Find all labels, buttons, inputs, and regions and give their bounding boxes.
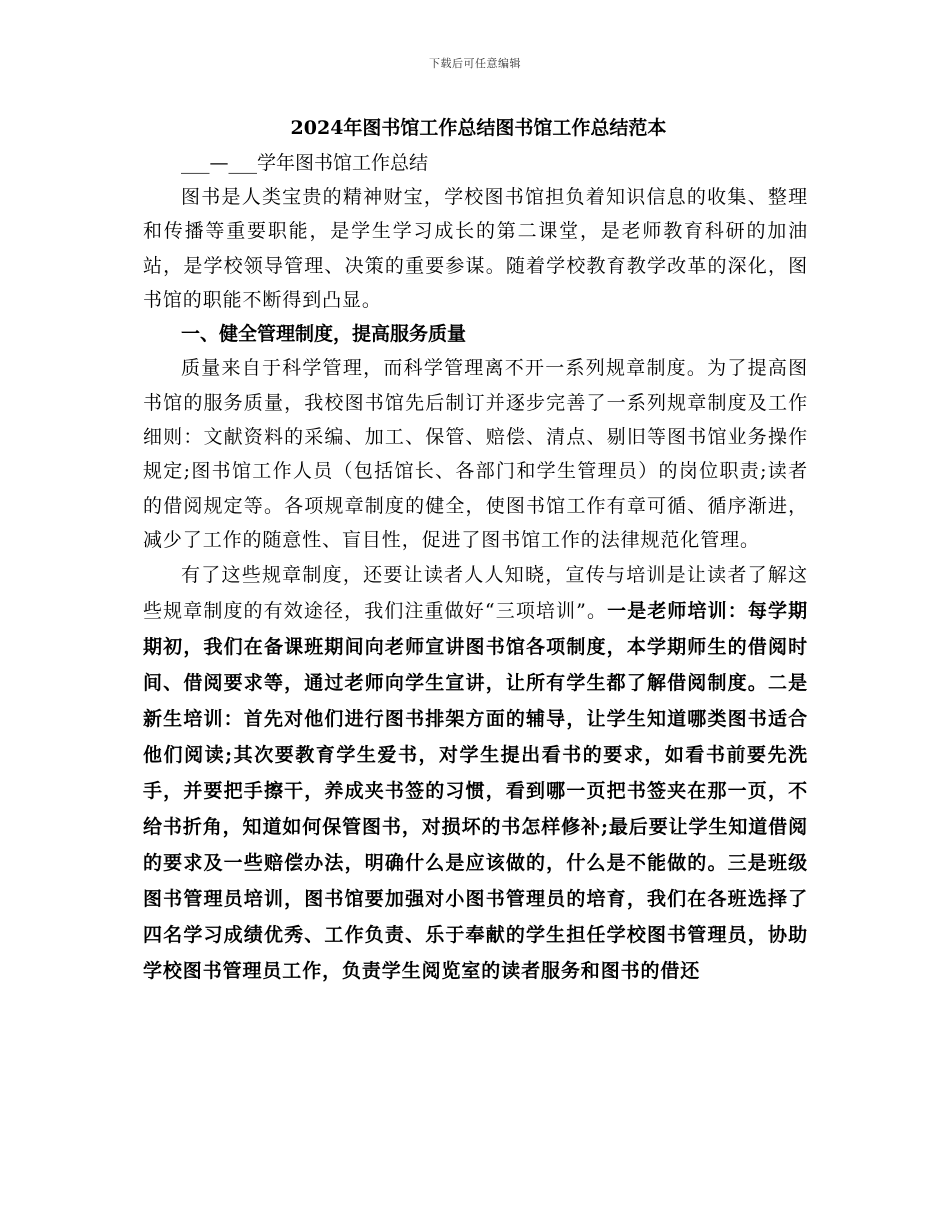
rules-paragraph: 质量来自于科学管理，而科学管理离不开一系列规章制度。为了提高图书馆的服务质量，我校图书馆先后制订并逐步完善了一系列规章制度及工作细则：文献资料的采编、加工、保管、赔偿、清点、剔旧等图书馆业务操作规定;图书馆工作人员（包括馆长、各部门和学生管理员）的岗位职责;读者的借阅规定等。各项规章制度的健全，使图书馆工作有章可循、循序渐进，减少了工作的随意性、盲目性，促进了图书馆工作的法律规范化管理。 (143, 357, 808, 551)
intro-paragraph: 图书是人类宝贵的精神财宝，学校图书馆担负着知识信息的收集、整理和传播等重要职能，是学生学习成长的第二课堂，是老师教育科研的加油站，是学校领导管理、决策的重要参谋。随着学校教育教学改革的深化，图书馆的职能不断得到凸显。 (143, 186, 808, 311)
document-body (143, 110, 808, 989)
training-paragraph-bold-text: 一是老师培训：每学期期初，我们在备课班期间向老师宣讲图书馆各项制度，本学期师生的借阅时间、借阅要求等，通过老师向学生宣讲，让所有学生都了解借阅制度。二是新生培训：首先对他们进行图书排架方面的辅导，让学生知道哪类图书适合他们阅读;其次要教育学生爱书，对学生提出看书的要求，如看书前要先洗手，并要把手擦干，养成夹书签的习惯，看到哪一页把书签夹在那一页，不给书折角，知道如何保管图书，对损坏的书怎样修补;最后要让学生知道借阅的要求及一些赔偿办法，明确什么是应该做的，什么是不能做的。三是班级图书管理员培训，图书馆要加强对小图书管理员的培育，我们在各班选择了四名学习成绩优秀、工作负责、乐于奉献的学生担任学校图书管理员，协助学校图书管理员工作，负责学生阅览室的读者服务和图书的借还 (143, 600, 808, 983)
document-subtitle: ___—___学年图书馆工作总结 (181, 152, 429, 174)
training-paragraph-text: 有了这些规章制度，还要让读者人人知晓，宣传与培训是让读者了解这些规章制度的有效途径，我们注重做好“三项培训”。 (143, 564, 808, 623)
page-header-note: 下载后可任意编辑 (429, 57, 521, 70)
training-paragraph (143, 557, 808, 989)
section-heading-1: 一、健全管理制度，提高服务质量 (181, 323, 467, 346)
document-title: 2024年图书馆工作总结图书馆工作总结范本 (290, 117, 667, 139)
